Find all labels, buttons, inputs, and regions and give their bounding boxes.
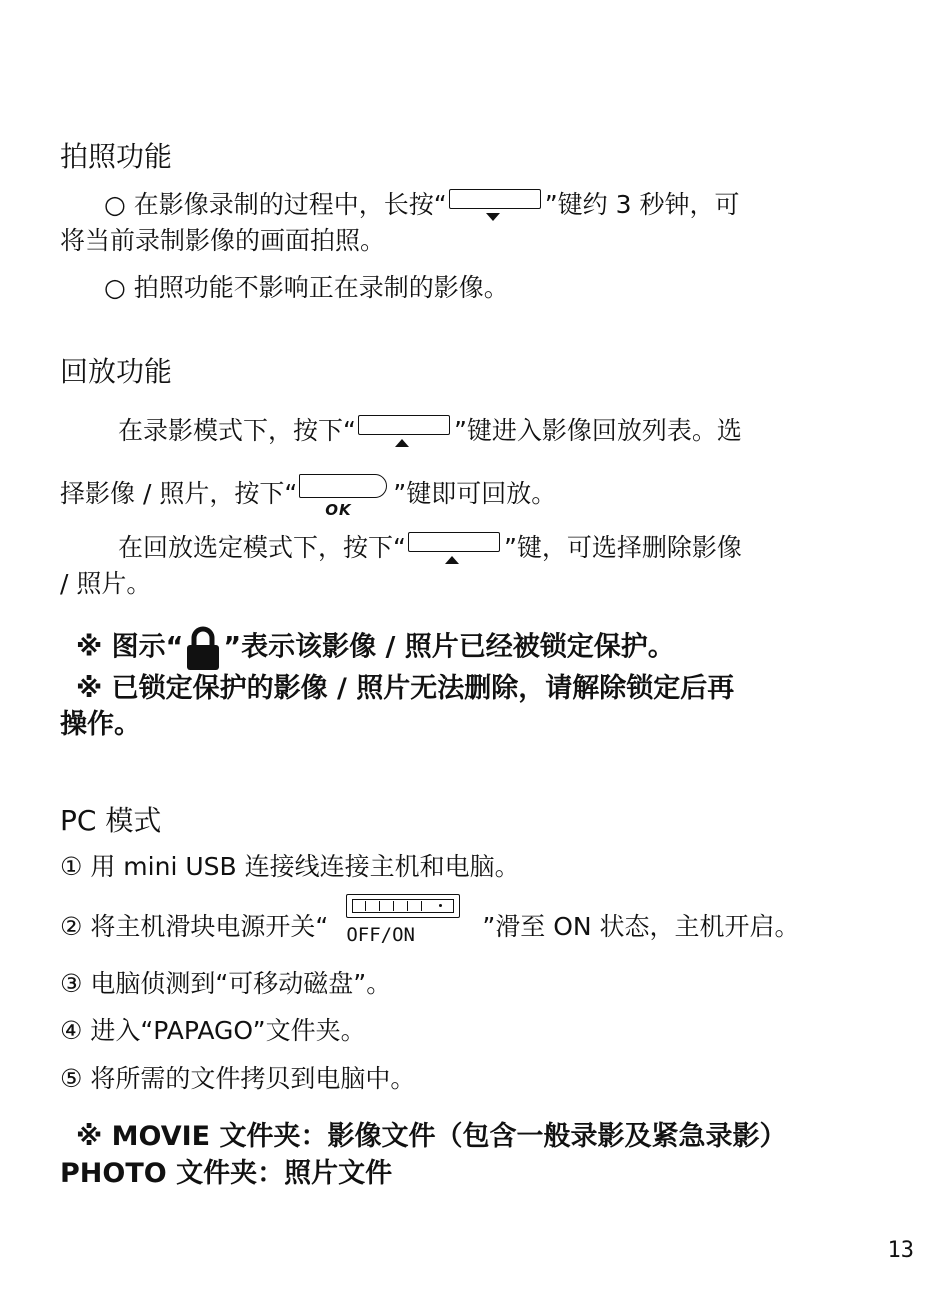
lock-note-prefix: ※ 图示“ — [76, 631, 184, 663]
playback-para-2-suffix: ”键即可回放。 — [393, 479, 557, 508]
playback-para-3-line2: / 照片。 — [60, 569, 152, 598]
pc-step-4: ④ 进入“PAPAGO”文件夹。 — [60, 1016, 366, 1045]
playback-heading: 回放功能 — [60, 355, 173, 388]
lock-icon — [183, 624, 223, 672]
power-switch-icon — [328, 894, 482, 954]
playback-para-1-suffix: ”键进入影像回放列表。选 — [453, 416, 742, 445]
ok-key-label: OK — [325, 501, 352, 519]
playback-para-2-prefix: 择影像 / 照片，按下“ — [60, 479, 298, 508]
photo-para-1-line2: 将当前录制影像的画面拍照。 — [60, 226, 386, 255]
folder-note-2: PHOTO 文件夹：照片文件 — [60, 1158, 393, 1189]
down-key-icon — [447, 189, 545, 223]
playback-para-3-suffix: ”键，可选择删除影像 — [503, 533, 742, 562]
up-key-icon — [356, 415, 454, 449]
pc-step-2-suffix: ”滑至 ON 状态，主机开启。 — [482, 912, 800, 941]
pc-step-2 — [60, 902, 800, 954]
power-switch-label: OFF/ON — [346, 924, 415, 946]
pc-step-3: ③ 电脑侦测到“可移动磁盘”。 — [60, 969, 392, 998]
up-key-icon-2 — [406, 532, 504, 566]
lock-note — [76, 624, 675, 672]
playback-para-3 — [118, 532, 742, 566]
photo-para-1 — [104, 189, 739, 223]
photo-heading: 拍照功能 — [60, 140, 173, 173]
playback-para-3-prefix: 在回放选定模式下，按下“ — [118, 533, 406, 562]
folder-note-1: ※ MOVIE 文件夹：影像文件（包含一般录影及紧急录影） — [76, 1121, 787, 1152]
lock-note-suffix: ”表示该影像 / 照片已经被锁定保护。 — [223, 631, 675, 663]
playback-para-1 — [118, 415, 742, 449]
pc-step-5: ⑤ 将所需的文件拷贝到电脑中。 — [60, 1064, 416, 1093]
playback-para-1-prefix: 在录影模式下，按下“ — [118, 416, 356, 445]
pc-step-2-prefix: ② 将主机滑块电源开关“ — [60, 912, 329, 941]
lock-note-2-line1: ※ 已锁定保护的影像 / 照片无法删除，请解除锁定后再 — [76, 673, 735, 704]
lock-note-2-line2: 操作。 — [60, 709, 141, 740]
ok-key-icon — [297, 474, 393, 519]
photo-para-1-suffix: ”键约 3 秒钟，可 — [544, 190, 740, 219]
photo-para-2: ○ 拍照功能不影响正在录制的影像。 — [104, 273, 509, 302]
page-number: 13 — [887, 1238, 914, 1263]
pc-heading: PC 模式 — [60, 804, 162, 837]
photo-para-1-prefix: ○ 在影像录制的过程中，长按“ — [104, 190, 447, 219]
pc-step-1: ① 用 mini USB 连接线连接主机和电脑。 — [60, 852, 520, 881]
playback-para-2 — [60, 474, 557, 519]
